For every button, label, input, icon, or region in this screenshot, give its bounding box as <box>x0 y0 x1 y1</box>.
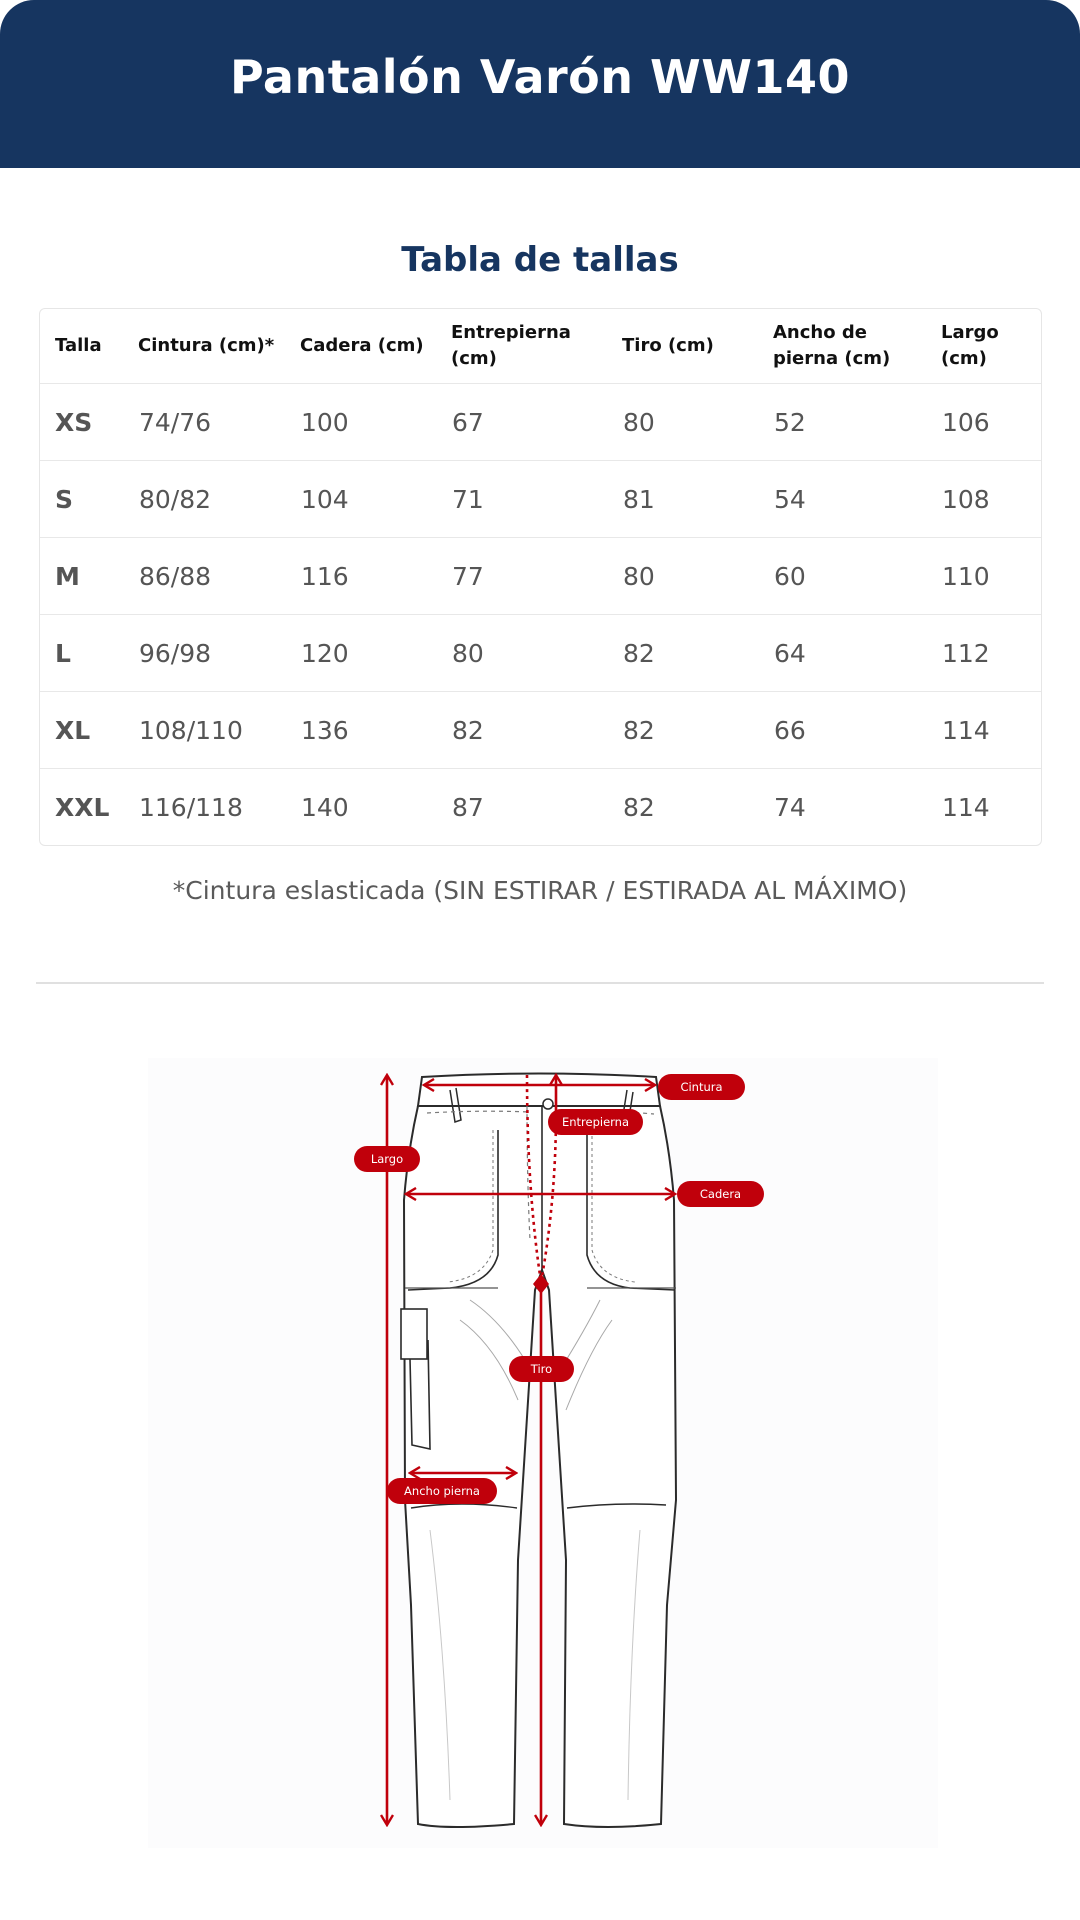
table-row <box>40 614 1041 691</box>
cell-cintura: 108/110 <box>138 691 300 768</box>
cell-tiro: 82 <box>622 768 773 845</box>
column-header-cadera: Cadera (cm) <box>300 335 424 356</box>
size-table-title: Tabla de tallas <box>401 240 679 280</box>
cell-cadera: 100 <box>300 383 451 460</box>
column-header-cintura: Cintura (cm)* <box>138 335 275 356</box>
column-header-ancho-pierna: Ancho de pierna (cm) <box>773 322 891 369</box>
label-tiro-text: Tiro <box>530 1362 553 1376</box>
cell-talla: L <box>40 614 138 691</box>
label-ancho-pierna-text: Ancho pierna <box>404 1484 480 1498</box>
cell-tiro: 82 <box>622 614 773 691</box>
table-row <box>40 383 1041 460</box>
cell-talla: XXL <box>40 768 138 845</box>
cell-ancho-pierna: 74 <box>773 768 941 845</box>
cell-entrepierna: 82 <box>451 691 622 768</box>
cell-entrepierna: 87 <box>451 768 622 845</box>
page-header <box>0 0 1080 168</box>
label-tiro <box>509 1356 574 1382</box>
column-header-largo: Largo (cm) <box>941 322 999 369</box>
cell-ancho-pierna: 60 <box>773 537 941 614</box>
page-title: Pantalón Varón WW140 <box>229 50 851 104</box>
label-largo-text: Largo <box>370 1152 404 1166</box>
cell-ancho-pierna: 52 <box>773 383 941 460</box>
table-row <box>40 537 1041 614</box>
cell-largo: 112 <box>941 614 1041 691</box>
cell-entrepierna: 67 <box>451 383 622 460</box>
section-divider <box>36 982 1044 984</box>
cell-talla: XL <box>40 691 138 768</box>
label-cintura-text: Cintura <box>680 1080 723 1094</box>
cell-largo: 108 <box>941 460 1041 537</box>
table-row <box>40 768 1041 845</box>
cell-cadera: 120 <box>300 614 451 691</box>
label-largo <box>354 1146 420 1172</box>
table-row <box>40 691 1041 768</box>
cell-cintura: 96/98 <box>138 614 300 691</box>
trousers-measurement-diagram <box>148 1058 938 1848</box>
cell-largo: 110 <box>941 537 1041 614</box>
table-row <box>40 460 1041 537</box>
column-header-tiro: Tiro (cm) <box>622 335 714 356</box>
cell-talla: S <box>40 460 138 537</box>
label-cintura <box>658 1074 745 1100</box>
cell-largo: 114 <box>941 768 1041 845</box>
cell-tiro: 82 <box>622 691 773 768</box>
cell-tiro: 80 <box>622 537 773 614</box>
cell-ancho-pierna: 64 <box>773 614 941 691</box>
cell-entrepierna: 77 <box>451 537 622 614</box>
label-cadera-text: Cadera <box>699 1187 742 1201</box>
label-entrepierna <box>548 1109 643 1135</box>
cell-talla: M <box>40 537 138 614</box>
cell-ancho-pierna: 66 <box>773 691 941 768</box>
cell-largo: 106 <box>941 383 1041 460</box>
cell-cintura: 86/88 <box>138 537 300 614</box>
cell-entrepierna: 80 <box>451 614 622 691</box>
label-cadera <box>677 1181 764 1207</box>
size-table <box>39 308 1042 846</box>
cell-cadera: 116 <box>300 537 451 614</box>
cell-largo: 114 <box>941 691 1041 768</box>
cell-cintura: 80/82 <box>138 460 300 537</box>
cell-cintura: 116/118 <box>138 768 300 845</box>
cell-entrepierna: 71 <box>451 460 622 537</box>
cell-talla: XS <box>40 383 138 460</box>
cell-cintura: 74/76 <box>138 383 300 460</box>
cell-cadera: 104 <box>300 460 451 537</box>
cell-ancho-pierna: 54 <box>773 460 941 537</box>
column-header-talla: Talla <box>55 335 102 356</box>
label-ancho-pierna <box>387 1478 497 1504</box>
cell-tiro: 80 <box>622 383 773 460</box>
cell-tiro: 81 <box>622 460 773 537</box>
cell-cadera: 140 <box>300 768 451 845</box>
label-entrepierna-text: Entrepierna <box>561 1115 630 1129</box>
column-header-entrepierna: Entrepierna (cm) <box>451 322 571 369</box>
cell-cadera: 136 <box>300 691 451 768</box>
waist-footnote: *Cintura eslasticada (SIN ESTIRAR / ESTIRADA AL MÁXIMO) <box>172 876 908 905</box>
table-header-row <box>40 309 1041 383</box>
